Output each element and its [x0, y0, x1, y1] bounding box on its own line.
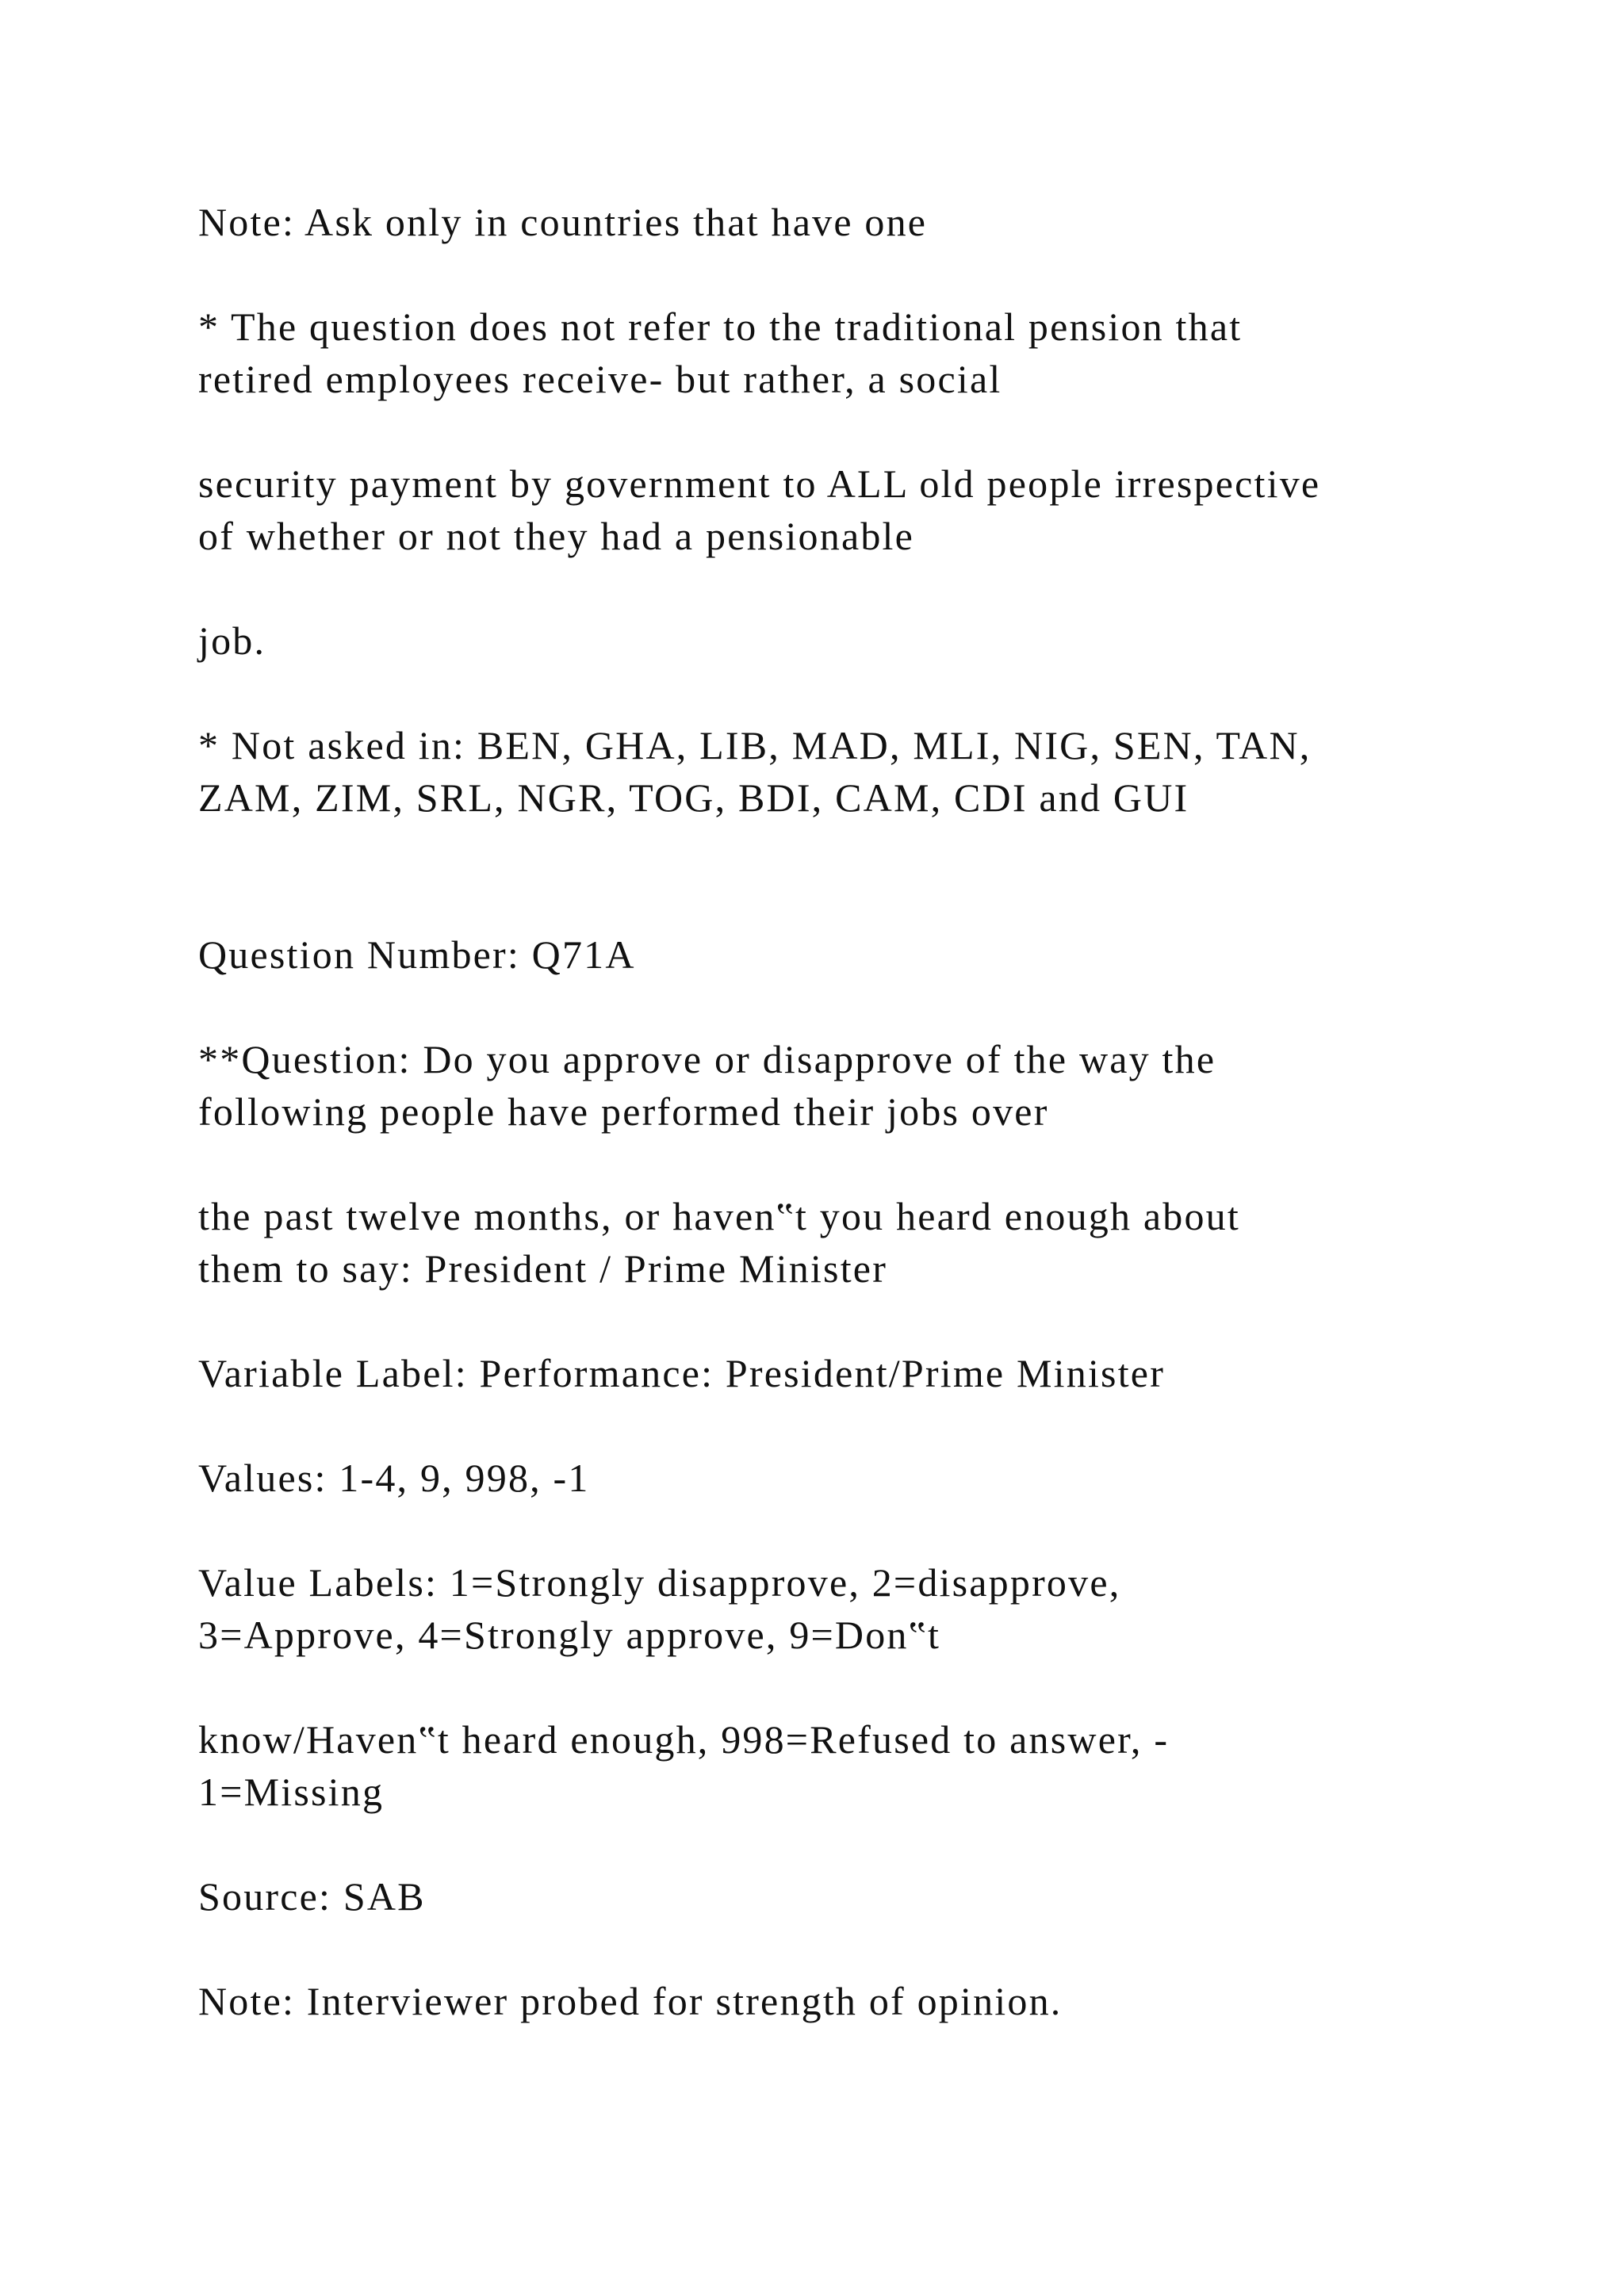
pension-note-line-5: job.	[198, 618, 266, 663]
interviewer-note: Note: Interviewer probed for strength of opinion.	[198, 1979, 1063, 2023]
not-asked-line-1: * Not asked in: BEN, GHA, LIB, MAD, MLI, NIG, SEN, TAN,	[198, 723, 1312, 767]
value-labels-line-3: know/Haven‟t heard enough, 998=Refused to answer, -	[198, 1717, 1170, 1762]
pension-note-line-1: * The question does not refer to the traditional pension that	[198, 304, 1243, 349]
value-labels-line-4: 1=Missing	[198, 1770, 385, 1814]
not-asked-line-2: ZAM, ZIM, SRL, NGR, TOG, BDI, CAM, CDI and GUI	[198, 775, 1189, 820]
value-labels-line-2: 3=Approve, 4=Strongly approve, 9=Don‟t	[198, 1613, 941, 1657]
value-labels-line-1: Value Labels: 1=Strongly disapprove, 2=disapprove,	[198, 1560, 1121, 1605]
pension-note-line-3: security payment by government to ALL old people irrespective	[198, 461, 1321, 506]
values-line: Values: 1-4, 9, 998, -1	[198, 1456, 590, 1500]
question-text-line-2: following people have performed their jobs over	[198, 1089, 1049, 1134]
pension-note-line-4: of whether or not they had a pensionable	[198, 514, 915, 558]
pension-note-line-2: retired employees receive- but rather, a social	[198, 357, 1002, 401]
question-text-line-1: **Question: Do you approve or disapprove of the way the	[198, 1037, 1216, 1081]
question-text-line-4: them to say: President / Prime Minister	[198, 1246, 888, 1291]
question-number: Question Number: Q71A	[198, 932, 636, 977]
variable-label: Variable Label: Performance: President/Prime Minister	[198, 1351, 1166, 1395]
source-line: Source: SAB	[198, 1874, 426, 1919]
question-text-line-3: the past twelve months, or haven‟t you heard enough about	[198, 1194, 1240, 1238]
note-ask-only: Note: Ask only in countries that have one	[198, 200, 928, 244]
